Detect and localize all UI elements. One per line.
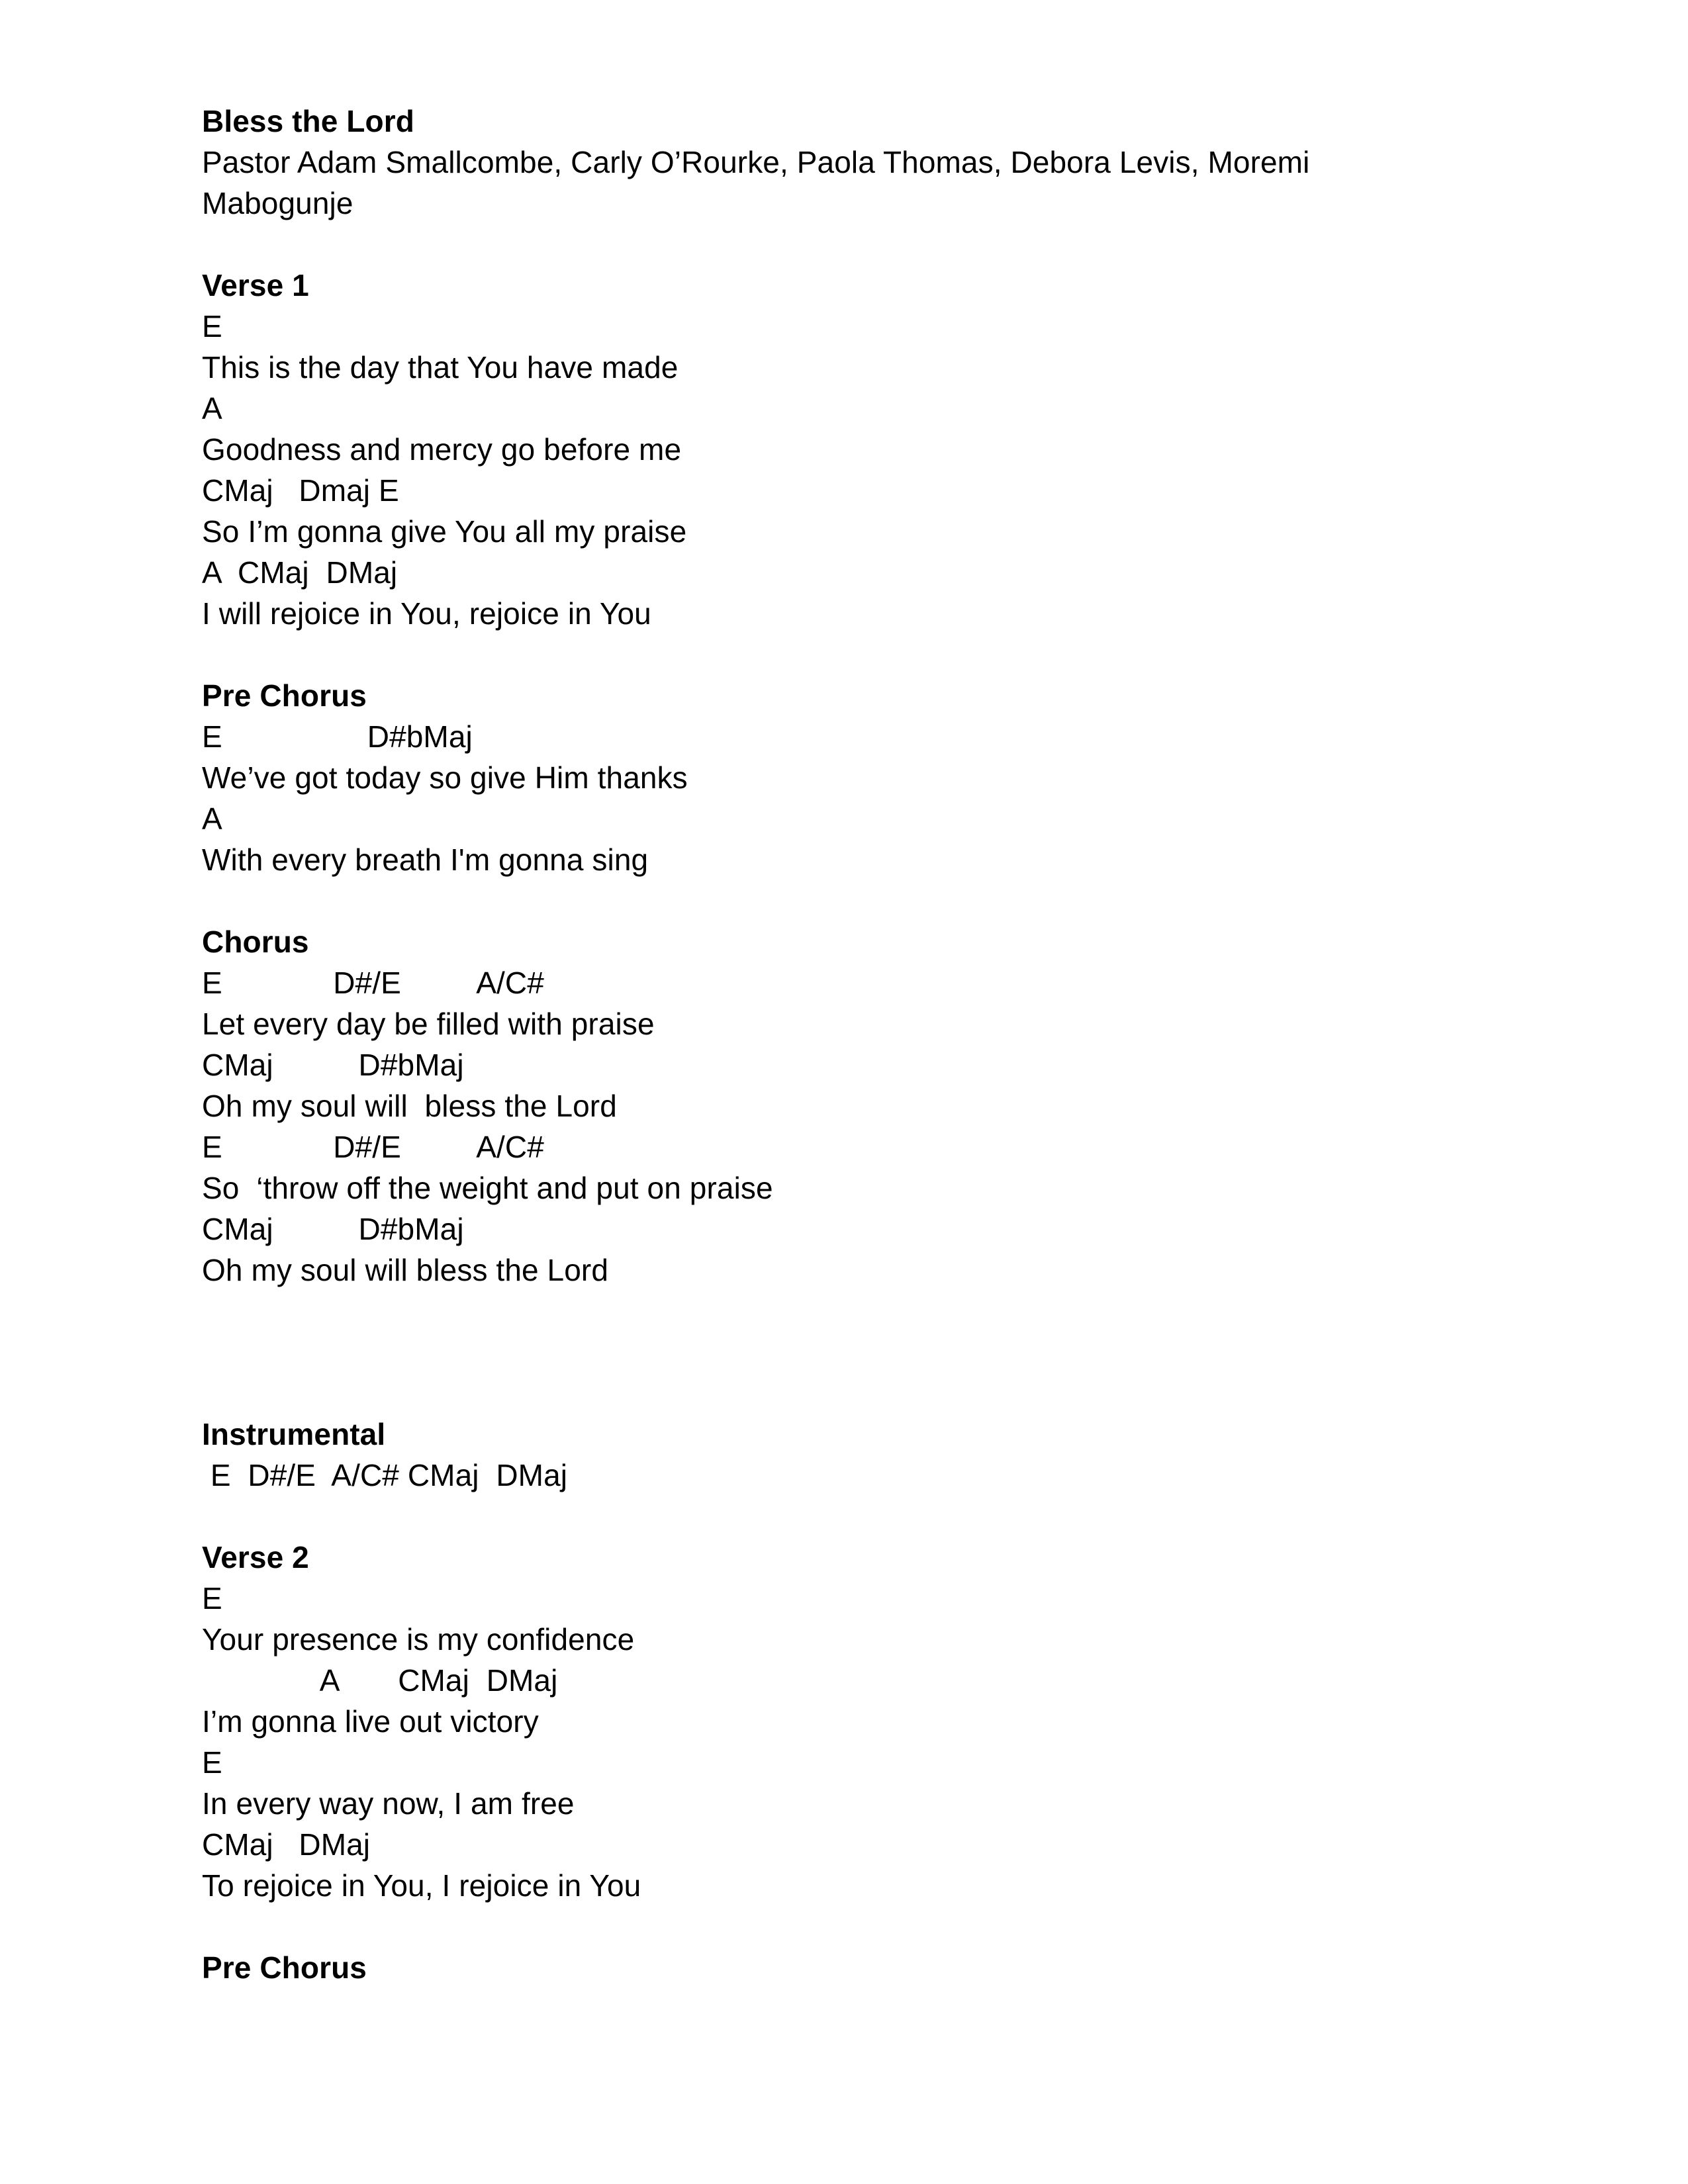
chord-line: E <box>202 1745 222 1780</box>
blank-line <box>202 634 1433 675</box>
section-heading-chorus: Chorus <box>202 925 309 959</box>
section-heading-pre-chorus: Pre Chorus <box>202 1950 367 1985</box>
chord-line: A CMaj DMaj <box>202 555 398 590</box>
chord-line: E <box>202 309 222 343</box>
chord-line: A <box>202 801 222 836</box>
chord-line: CMaj Dmaj E <box>202 473 399 508</box>
blank-line <box>202 880 1433 921</box>
blank-line <box>202 1906 1433 1947</box>
section-heading-pre-chorus: Pre Chorus <box>202 678 367 713</box>
lyric-line: We’ve got today so give Him thanks <box>202 760 688 795</box>
chord-line: E <box>202 1581 222 1615</box>
lyric-line: I will rejoice in You, rejoice in You <box>202 596 651 631</box>
song-authors: Pastor Adam Smallcombe, Carly O’Rourke, Paola Thomas, Debora Levis, Moremi Mabogunje <box>202 145 1310 220</box>
chord-line: CMaj D#bMaj <box>202 1048 464 1082</box>
lyric-line: Goodness and mercy go before me <box>202 432 682 467</box>
chord-line: CMaj DMaj <box>202 1827 371 1862</box>
chord-line: CMaj D#bMaj <box>202 1212 464 1246</box>
lyric-line: With every breath I'm gonna sing <box>202 842 649 877</box>
song-title: Bless the Lord <box>202 104 414 138</box>
chord-line: E D#/E A/C# CMaj DMaj <box>202 1458 568 1492</box>
blank-line <box>202 1291 1433 1414</box>
lyric-line: Oh my soul will bless the Lord <box>202 1253 609 1287</box>
section-heading-verse-1: Verse 1 <box>202 268 309 302</box>
lyric-line: So I’m gonna give You all my praise <box>202 514 687 549</box>
lyric-line: I’m gonna live out victory <box>202 1704 539 1739</box>
song-sheet <box>202 101 1433 1988</box>
chord-line: A <box>202 391 222 426</box>
chord-line: E D#bMaj <box>202 719 473 754</box>
lyric-line: Let every day be filled with praise <box>202 1007 655 1041</box>
lyric-line: So ‘throw off the weight and put on praise <box>202 1171 773 1205</box>
lyric-line: To rejoice in You, I rejoice in You <box>202 1868 641 1903</box>
lyric-line: In every way now, I am free <box>202 1786 575 1821</box>
section-heading-instrumental: Instrumental <box>202 1417 386 1451</box>
chord-line: E D#/E A/C# <box>202 1130 544 1164</box>
blank-line <box>202 224 1433 265</box>
lyric-line: This is the day that You have made <box>202 350 679 385</box>
section-heading-verse-2: Verse 2 <box>202 1540 309 1574</box>
blank-line <box>202 1496 1433 1537</box>
chord-line: A CMaj DMaj <box>202 1663 558 1698</box>
chord-line: E D#/E A/C# <box>202 966 544 1000</box>
lyric-line: Oh my soul will bless the Lord <box>202 1089 617 1123</box>
lyric-line: Your presence is my confidence <box>202 1622 635 1657</box>
